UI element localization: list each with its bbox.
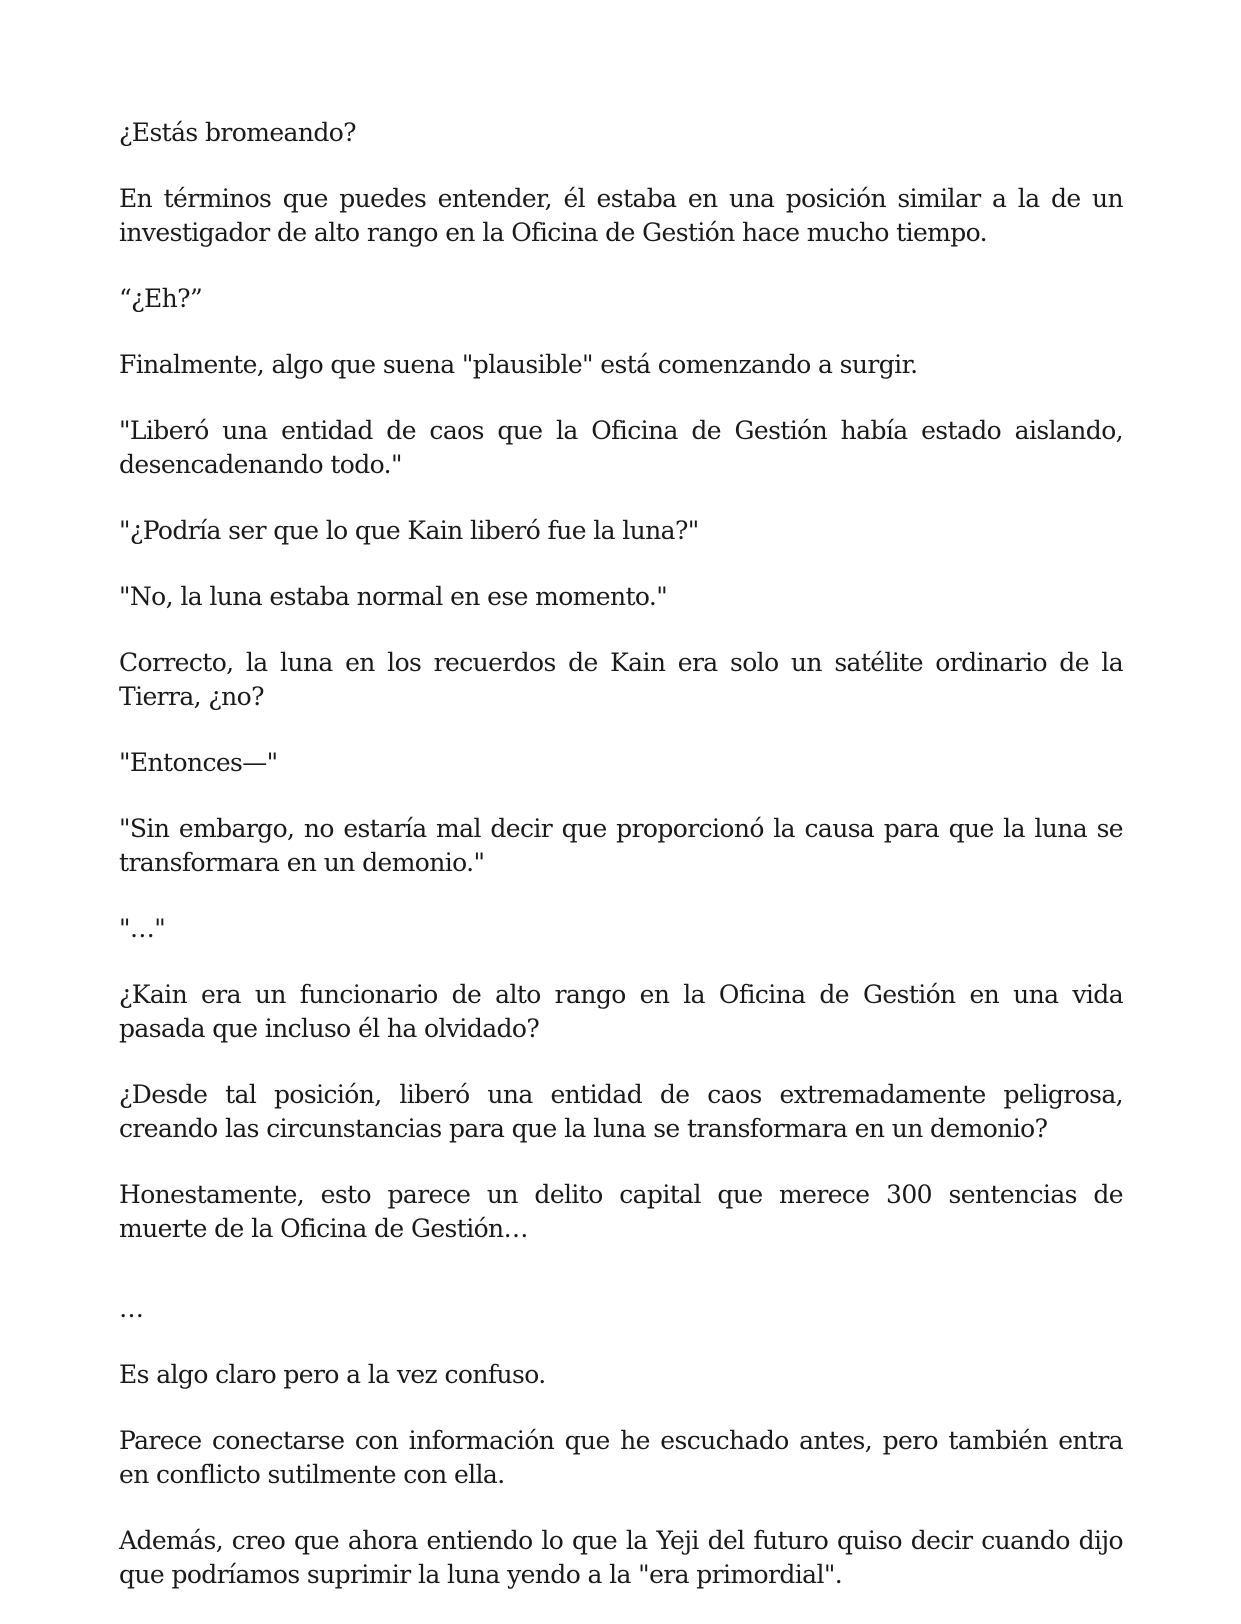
paragraph: Correcto, la luna en los recuerdos de Kain era solo un satélite ordinario de la Tierra, ¿no? — [119, 648, 1123, 711]
paragraph: Parece conectarse con información que he escuchado antes, pero también entra en conflicto sutilmente con ella. — [119, 1426, 1123, 1489]
paragraph: "¿Podría ser que lo que Kain liberó fue la luna?" — [119, 516, 699, 545]
paragraph: "Entonces—" — [119, 748, 278, 777]
paragraph: ¿Estás bromeando? — [119, 118, 356, 147]
paragraph: "…" — [119, 914, 166, 943]
paragraph: "No, la luna estaba normal en ese momento." — [119, 582, 668, 611]
scene-break: … — [119, 1294, 144, 1323]
paragraph: "Sin embargo, no estaría mal decir que proporcionó la causa para que la luna se transformara en un demonio." — [119, 814, 1123, 877]
paragraph: ¿Kain era un funcionario de alto rango en la Oficina de Gestión en una vida pasada que incluso él ha olvidado? — [119, 980, 1123, 1043]
paragraph: Es algo claro pero a la vez confuso. — [119, 1360, 546, 1389]
document-page — [119, 116, 1123, 1624]
paragraph: Honestamente, esto parece un delito capital que merece 300 sentencias de muerte de la Oficina de Gestión… — [119, 1180, 1123, 1243]
paragraph: “¿Eh?” — [119, 284, 203, 313]
paragraph: ¿Desde tal posición, liberó una entidad de caos extremadamente peligrosa, creando las circunstancias para que la luna se transformara en un demonio? — [119, 1080, 1123, 1143]
paragraph: En términos que puedes entender, él estaba en una posición similar a la de un investigador de alto rango en la Oficina de Gestión hace mucho tiempo. — [119, 184, 1123, 247]
paragraph: Finalmente, algo que suena "plausible" está comenzando a surgir. — [119, 350, 918, 379]
paragraph: Además, creo que ahora entiendo lo que la Yeji del futuro quiso decir cuando dijo que podríamos suprimir la luna yendo a la "era primordial". — [119, 1526, 1123, 1589]
paragraph: "Liberó una entidad de caos que la Oficina de Gestión había estado aislando, desencadenando todo." — [119, 416, 1123, 479]
